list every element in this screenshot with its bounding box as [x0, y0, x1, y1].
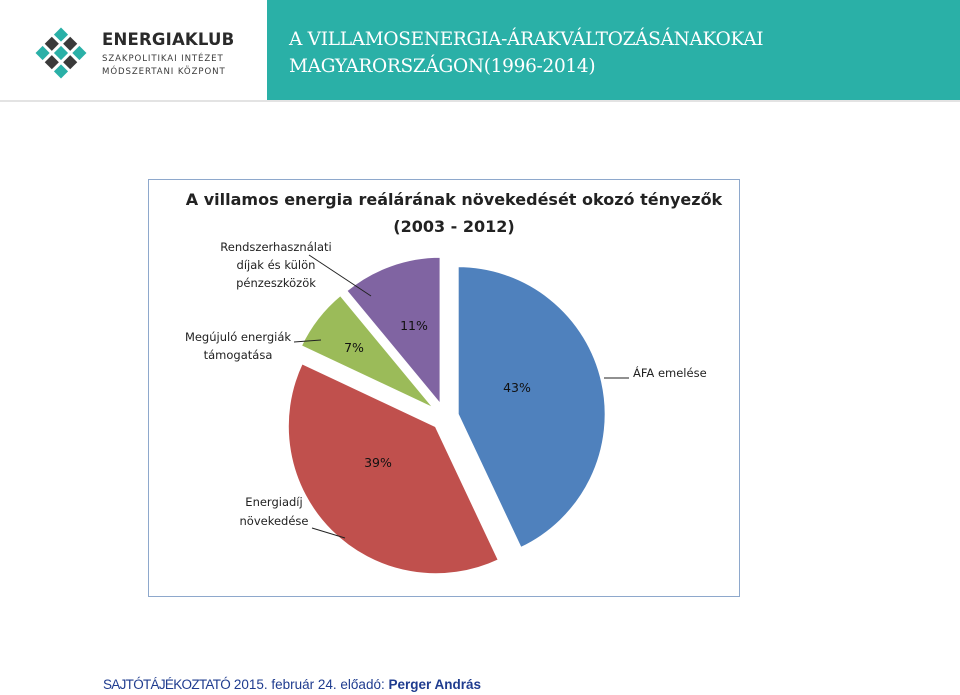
chart-subtitle: (2003 - 2012) [393, 217, 515, 236]
footer-label: SAJTÓTÁJÉKOZTATÓ [103, 677, 231, 692]
logo-subtitle-line1: SZAKPOLITIKAI INTÉZET [102, 54, 224, 64]
slice-value-label: 39% [364, 455, 392, 470]
pie-chart-svg [149, 180, 741, 598]
pie-chart [148, 179, 740, 597]
slice-value-label: 11% [400, 318, 428, 333]
slice-category-label: Rendszerhasználati díjak és külön pénzeszközök [220, 240, 332, 290]
leader-line [309, 255, 371, 296]
chart-title: A villamos energia reálárának növekedését okozó tényezők [185, 190, 723, 209]
header-divider [0, 100, 960, 102]
header-band [267, 0, 960, 100]
footer [103, 677, 481, 692]
energiaklub-logo [0, 0, 266, 100]
footer-date: 2015. február 24. [233, 677, 337, 692]
slice-value-label: 43% [503, 380, 531, 395]
slice-category-label: Energiadíj növekedése [239, 495, 309, 528]
footer-presenter: Perger András [388, 677, 482, 692]
footer-presenter-prefix: előadó: [340, 677, 385, 692]
slice-value-label: 7% [344, 340, 364, 355]
slice-category-label: ÁFA emelése [633, 366, 707, 380]
energiaklub-logo-icon [32, 24, 90, 82]
logo-subtitle-line2: MÓDSZERTANI KÖZPONT [102, 67, 226, 77]
pie-slice [458, 266, 606, 548]
slice-category-label: Megújuló energiák támogatása [184, 330, 292, 362]
page-title-line1: A VILLAMOSENERGIA-ÁRAKVÁLTOZÁSÁNAKOKAI [289, 29, 764, 50]
logo-name: ENERGIAKLUB [102, 30, 235, 49]
page-title-line2: MAGYARORSZÁGON(1996-2014) [289, 56, 596, 77]
